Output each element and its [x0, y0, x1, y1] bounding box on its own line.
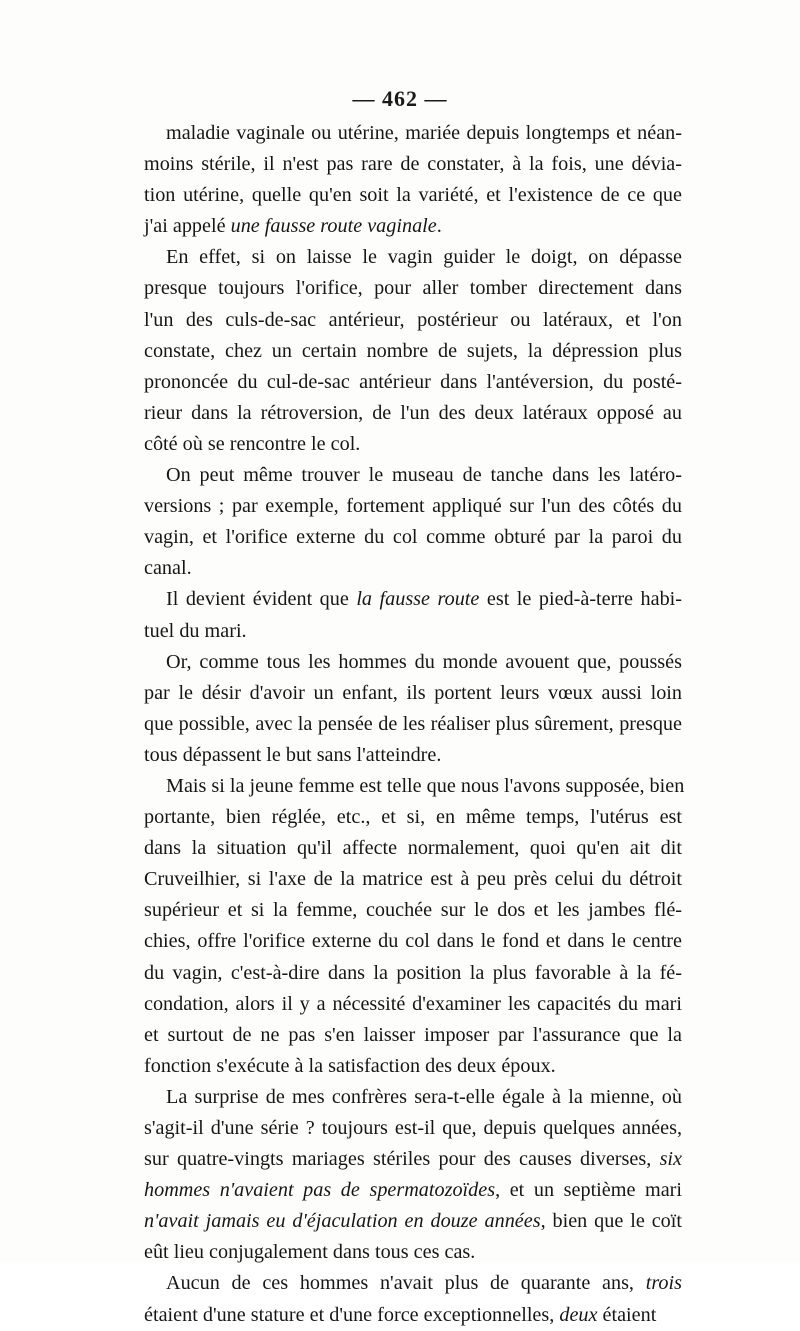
line-text: . — [436, 215, 442, 238]
text-line — [144, 1300, 682, 1331]
line-text: presque toujours l'orifice, pour aller tomber directement dans — [144, 277, 682, 300]
text-line — [144, 398, 682, 429]
line-text: En effet, si on laisse le vagin guider le doigt, on dépasse — [166, 246, 682, 269]
text-line — [144, 1020, 682, 1051]
text-line — [144, 149, 682, 180]
line-text: Cruveilhier, si l'axe de la matrice est à peu près celui du détroit — [144, 868, 682, 891]
text-line — [144, 647, 682, 678]
text-line — [144, 305, 682, 336]
line-text: moins stérile, il n'est pas rare de constater, à la fois, une dévia- — [144, 153, 682, 176]
line-text: portante, bien réglée, etc., et si, en même temps, l'utérus est — [144, 806, 682, 829]
text-line — [144, 1113, 682, 1144]
line-text: est le pied-à-terre habi- — [479, 588, 682, 611]
line-text: Or, comme tous les hommes du monde avouent que, poussés — [166, 650, 682, 673]
text-line — [144, 958, 682, 989]
line-text: côté où se rencontre le col. — [144, 432, 361, 455]
text-line — [144, 553, 682, 584]
text-line — [144, 926, 682, 957]
line-text: tous dépassent le but sans l'atteindre. — [144, 743, 442, 766]
paragraph — [144, 647, 682, 771]
line-text: versions ; par exemple, fortement appliqué sur l'un des côtés du — [144, 495, 682, 518]
line-text: par le désir d'avoir un enfant, ils portent leurs vœux aussi loin — [144, 681, 682, 704]
text-line — [144, 242, 682, 273]
text-line — [144, 709, 682, 740]
line-text: étaient d'une stature et d'une force exceptionnelles, — [144, 1303, 560, 1326]
text-line — [144, 118, 682, 149]
line-text: chies, offre l'orifice externe du col dans le fond et dans le centre — [144, 930, 682, 953]
text-line — [144, 771, 685, 802]
line-text: j'ai appelé — [144, 215, 231, 238]
paragraph — [144, 584, 682, 646]
body-text — [144, 118, 685, 1331]
text-line — [144, 678, 682, 709]
line-text: sur quatre-vingts mariages stériles pour des causes diverses, — [144, 1148, 660, 1171]
paragraph — [144, 242, 682, 460]
text-line — [144, 336, 682, 367]
text-line — [144, 273, 682, 304]
line-text: dans la situation qu'il affecte normalement, quoi qu'en ait dit — [144, 837, 682, 860]
text-line — [144, 211, 682, 242]
text-line — [144, 989, 682, 1020]
line-text: fonction s'exécute à la satisfaction des deux époux. — [144, 1054, 556, 1077]
text-line — [144, 1268, 682, 1299]
line-text: Aucun de ces hommes n'avait plus de quarante ans, — [166, 1272, 646, 1295]
line-text: La surprise de mes confrères sera-t-elle égale à la mienne, où — [166, 1085, 682, 1108]
line-text: , bien que le coït — [540, 1210, 682, 1233]
italic-text: deux — [559, 1303, 598, 1326]
italic-text: une fausse route vaginale — [230, 215, 437, 238]
text-line — [144, 864, 682, 895]
line-text: canal. — [144, 557, 192, 580]
italic-text: six — [659, 1148, 682, 1171]
line-text: rieur dans la rétroversion, de l'un des deux latéraux opposé au — [144, 401, 682, 424]
line-text: eût lieu conjugalement dans tous ces cas. — [144, 1241, 476, 1264]
line-text: s'agit-il d'une série ? toujours est-il que, depuis quelques années, — [144, 1117, 682, 1139]
text-line — [144, 1206, 682, 1237]
text-line — [144, 1082, 682, 1113]
text-line — [144, 802, 682, 833]
line-text: maladie vaginale ou utérine, mariée depuis longtemps et néan- — [166, 122, 682, 144]
line-text: , et un septième mari — [495, 1179, 682, 1202]
text-line — [144, 1051, 682, 1082]
paragraph — [144, 771, 685, 1082]
paragraph — [144, 118, 682, 242]
text-line — [144, 491, 682, 522]
text-line — [144, 740, 682, 771]
paragraph — [144, 1268, 682, 1330]
line-text: l'un des culs-de-sac antérieur, postérieur ou latéraux, et l'on — [144, 308, 682, 331]
line-text: du vagin, c'est-à-dire dans la position la plus favorable à la fé- — [144, 961, 682, 984]
line-text: condation, alors il y a nécessité d'examiner les capacités du mari — [144, 992, 682, 1015]
line-text: On peut même trouver le museau de tanche dans les latéro- — [166, 464, 682, 487]
line-text: étaient — [597, 1303, 657, 1326]
line-text: Il devient évident que — [166, 588, 357, 611]
paragraph — [144, 460, 682, 584]
line-text: supérieur et si la femme, couchée sur le dos et les jambes flé- — [144, 899, 682, 922]
italic-text: trois — [645, 1272, 682, 1295]
text-line — [144, 616, 682, 647]
text-line — [144, 367, 682, 398]
text-line — [144, 429, 682, 460]
text-line — [144, 584, 682, 615]
line-text: et surtout de ne pas s'en laisser imposer par l'assurance que la — [144, 1023, 682, 1046]
text-line — [144, 895, 682, 926]
line-text: Mais si la jeune femme est telle que nous l'avons supposée, bien — [166, 774, 685, 797]
line-text: prononcée du cul-de-sac antérieur dans l'antéversion, du posté- — [144, 370, 682, 393]
paragraph — [144, 1082, 682, 1269]
italic-text: hommes n'avaient pas de spermatozoïdes — [144, 1179, 496, 1202]
line-text: tion utérine, quelle qu'en soit la variété, et l'existence de ce que — [144, 184, 682, 207]
page-number: — 462 — — [352, 86, 448, 111]
line-text: tuel du mari. — [144, 619, 247, 642]
italic-text: n'avait jamais eu d'éjaculation en douze années — [144, 1210, 541, 1233]
text-line — [144, 180, 682, 211]
text-line — [144, 460, 682, 491]
text-line — [144, 522, 682, 553]
line-text: vagin, et l'orifice externe du col comme obturé par la paroi du — [144, 526, 682, 549]
text-line — [144, 833, 682, 864]
text-line — [144, 1144, 682, 1175]
line-text: que possible, avec la pensée de les réaliser plus sûrement, presque — [144, 712, 682, 735]
line-text: constate, chez un certain nombre de sujets, la dépression plus — [144, 339, 682, 362]
text-line — [144, 1237, 682, 1268]
italic-text: la fausse route — [356, 588, 480, 611]
text-line — [144, 1175, 682, 1206]
